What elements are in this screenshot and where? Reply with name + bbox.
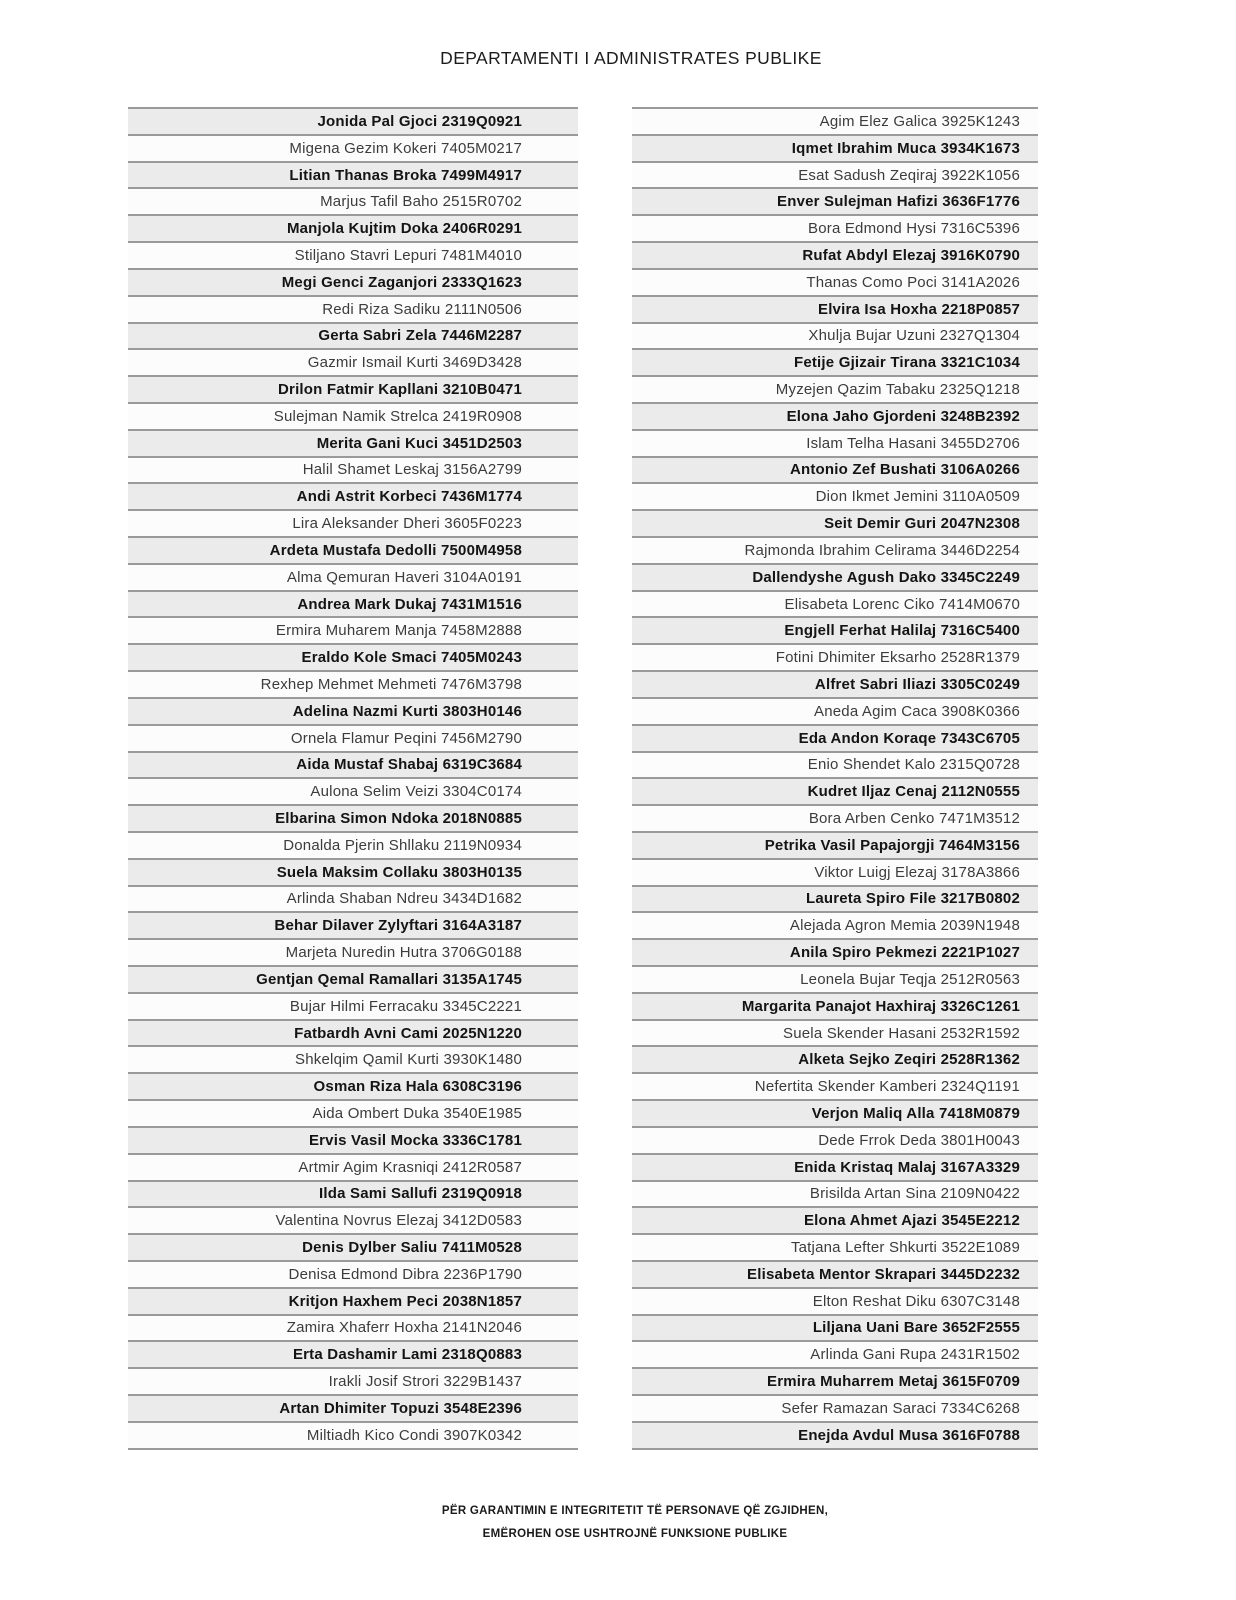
person-row: Halil Shamet Leskaj 3156A2799	[128, 456, 578, 483]
person-row: Bora Edmond Hysi 7316C5396	[632, 214, 1038, 241]
footer-note	[34, 1500, 1236, 1546]
person-row: Enver Sulejman Hafizi 3636F1776	[632, 187, 1038, 214]
name-list-left	[128, 107, 578, 1450]
person-row: Rexhep Mehmet Mehmeti 7476M3798	[128, 670, 578, 697]
person-row: Denisa Edmond Dibra 2236P1790	[128, 1260, 578, 1287]
person-row: Kudret Iljaz Cenaj 2112N0555	[632, 777, 1038, 804]
person-row: Rufat Abdyl Elezaj 3916K0790	[632, 241, 1038, 268]
person-row: Migena Gezim Kokeri 7405M0217	[128, 134, 578, 161]
person-row: Enida Kristaq Malaj 3167A3329	[632, 1153, 1038, 1180]
person-row: Leonela Bujar Teqja 2512R0563	[632, 965, 1038, 992]
person-row: Enio Shendet Kalo 2315Q0728	[632, 751, 1038, 778]
person-row: Andi Astrit Korbeci 7436M1774	[128, 482, 578, 509]
person-row: Verjon Maliq Alla 7418M0879	[632, 1099, 1038, 1126]
person-row: Petrika Vasil Papajorgji 7464M3156	[632, 831, 1038, 858]
person-row: Enejda Avdul Musa 3616F0788	[632, 1421, 1038, 1448]
person-row: Ermira Muharrem Metaj 3615F0709	[632, 1367, 1038, 1394]
person-row: Sefer Ramazan Saraci 7334C6268	[632, 1394, 1038, 1421]
person-row: Artmir Agim Krasniqi 2412R0587	[128, 1153, 578, 1180]
person-row: Andrea Mark Dukaj 7431M1516	[128, 590, 578, 617]
person-row: Gazmir Ismail Kurti 3469D3428	[128, 348, 578, 375]
person-row: Suela Skender Hasani 2532R1592	[632, 1019, 1038, 1046]
person-row: Bujar Hilmi Ferracaku 3345C2221	[128, 992, 578, 1019]
person-row: Viktor Luigj Elezaj 3178A3866	[632, 858, 1038, 885]
person-row: Fotini Dhimiter Eksarho 2528R1379	[632, 643, 1038, 670]
name-list-right	[632, 107, 1038, 1450]
person-row: Denis Dylber Saliu 7411M0528	[128, 1233, 578, 1260]
person-row: Shkelqim Qamil Kurti 3930K1480	[128, 1045, 578, 1072]
person-row: Islam Telha Hasani 3455D2706	[632, 429, 1038, 456]
person-row: Litian Thanas Broka 7499M4917	[128, 161, 578, 188]
person-row: Ardeta Mustafa Dedolli 7500M4958	[128, 536, 578, 563]
person-row: Suela Maksim Collaku 3803H0135	[128, 858, 578, 885]
person-row: Aida Mustaf Shabaj 6319C3684	[128, 751, 578, 778]
person-row: Iqmet Ibrahim Muca 3934K1673	[632, 134, 1038, 161]
person-row: Gerta Sabri Zela 7446M2287	[128, 322, 578, 349]
person-row: Redi Riza Sadiku 2111N0506	[128, 295, 578, 322]
person-row: Dion Ikmet Jemini 3110A0509	[632, 482, 1038, 509]
person-row: Esat Sadush Zeqiraj 3922K1056	[632, 161, 1038, 188]
person-row: Aneda Agim Caca 3908K0366	[632, 697, 1038, 724]
person-row: Erta Dashamir Lami 2318Q0883	[128, 1340, 578, 1367]
person-row: Thanas Como Poci 3141A2026	[632, 268, 1038, 295]
person-row: Dede Frrok Deda 3801H0043	[632, 1126, 1038, 1153]
person-row: Anila Spiro Pekmezi 2221P1027	[632, 938, 1038, 965]
person-row: Ornela Flamur Peqini 7456M2790	[128, 724, 578, 751]
person-row: Seit Demir Guri 2047N2308	[632, 509, 1038, 536]
person-row: Osman Riza Hala 6308C3196	[128, 1072, 578, 1099]
person-row: Brisilda Artan Sina 2109N0422	[632, 1180, 1038, 1207]
person-row: Alejada Agron Memia 2039N1948	[632, 911, 1038, 938]
person-row: Drilon Fatmir Kapllani 3210B0471	[128, 375, 578, 402]
person-row: Antonio Zef Bushati 3106A0266	[632, 456, 1038, 483]
person-row: Jonida Pal Gjoci 2319Q0921	[128, 107, 578, 134]
person-row: Marjeta Nuredin Hutra 3706G0188	[128, 938, 578, 965]
person-row: Artan Dhimiter Topuzi 3548E2396	[128, 1394, 578, 1421]
person-row: Stiljano Stavri Lepuri 7481M4010	[128, 241, 578, 268]
person-row: Xhulja Bujar Uzuni 2327Q1304	[632, 322, 1038, 349]
person-row: Engjell Ferhat Halilaj 7316C5400	[632, 616, 1038, 643]
person-row: Marjus Tafil Baho 2515R0702	[128, 187, 578, 214]
person-row: Ermira Muharem Manja 7458M2888	[128, 616, 578, 643]
person-row: Alfret Sabri Iliazi 3305C0249	[632, 670, 1038, 697]
person-row: Valentina Novrus Elezaj 3412D0583	[128, 1206, 578, 1233]
person-row: Arlinda Shaban Ndreu 3434D1682	[128, 885, 578, 912]
person-row: Elisabeta Lorenc Ciko 7414M0670	[632, 590, 1038, 617]
person-row: Tatjana Lefter Shkurti 3522E1089	[632, 1233, 1038, 1260]
person-row: Eda Andon Koraqe 7343C6705	[632, 724, 1038, 751]
footer-line-1: PËR GARANTIMIN E INTEGRITETIT TË PERSONAVE QË ZGJIDHEN,	[441, 1505, 829, 1517]
person-row: Adelina Nazmi Kurti 3803H0146	[128, 697, 578, 724]
person-row: Bora Arben Cenko 7471M3512	[632, 804, 1038, 831]
person-row: Elvira Isa Hoxha 2218P0857	[632, 295, 1038, 322]
person-row: Agim Elez Galica 3925K1243	[632, 107, 1038, 134]
person-row: Elisabeta Mentor Skrapari 3445D2232	[632, 1260, 1038, 1287]
person-row: Alma Qemuran Haveri 3104A0191	[128, 563, 578, 590]
person-row: Lira Aleksander Dheri 3605F0223	[128, 509, 578, 536]
person-row: Elona Jaho Gjordeni 3248B2392	[632, 402, 1038, 429]
person-row: Manjola Kujtim Doka 2406R0291	[128, 214, 578, 241]
person-row: Elona Ahmet Ajazi 3545E2212	[632, 1206, 1038, 1233]
person-row: Alketa Sejko Zeqiri 2528R1362	[632, 1045, 1038, 1072]
person-row: Fatbardh Avni Cami 2025N1220	[128, 1019, 578, 1046]
person-row: Ervis Vasil Mocka 3336C1781	[128, 1126, 578, 1153]
person-row: Miltiadh Kico Condi 3907K0342	[128, 1421, 578, 1448]
person-row: Donalda Pjerin Shllaku 2119N0934	[128, 831, 578, 858]
person-row: Nefertita Skender Kamberi 2324Q1191	[632, 1072, 1038, 1099]
person-row: Arlinda Gani Rupa 2431R1502	[632, 1340, 1038, 1367]
person-row: Sulejman Namik Strelca 2419R0908	[128, 402, 578, 429]
person-row: Margarita Panajot Haxhiraj 3326C1261	[632, 992, 1038, 1019]
footer-line-2: EMËROHEN OSE USHTROJNË FUNKSIONE PUBLIKE	[482, 1528, 788, 1540]
person-row: Elton Reshat Diku 6307C3148	[632, 1287, 1038, 1314]
person-row: Myzejen Qazim Tabaku 2325Q1218	[632, 375, 1038, 402]
person-row: Aida Ombert Duka 3540E1985	[128, 1099, 578, 1126]
person-row: Gentjan Qemal Ramallari 3135A1745	[128, 965, 578, 992]
person-row: Laureta Spiro File 3217B0802	[632, 885, 1038, 912]
person-row: Liljana Uani Bare 3652F2555	[632, 1314, 1038, 1341]
page-title: DEPARTAMENTI I ADMINISTRATES PUBLIKE	[440, 48, 822, 68]
person-row: Fetije Gjizair Tirana 3321C1034	[632, 348, 1038, 375]
person-row: Ilda Sami Sallufi 2319Q0918	[128, 1180, 578, 1207]
person-row: Zamira Xhaferr Hoxha 2141N2046	[128, 1314, 578, 1341]
person-row: Merita Gani Kuci 3451D2503	[128, 429, 578, 456]
person-row: Dallendyshe Agush Dako 3345C2249	[632, 563, 1038, 590]
person-row: Eraldo Kole Smaci 7405M0243	[128, 643, 578, 670]
person-row: Irakli Josif Strori 3229B1437	[128, 1367, 578, 1394]
person-row: Aulona Selim Veizi 3304C0174	[128, 777, 578, 804]
person-row: Rajmonda Ibrahim Celirama 3446D2254	[632, 536, 1038, 563]
person-row: Megi Genci Zaganjori 2333Q1623	[128, 268, 578, 295]
person-row: Elbarina Simon Ndoka 2018N0885	[128, 804, 578, 831]
person-row: Behar Dilaver Zylyftari 3164A3187	[128, 911, 578, 938]
person-row: Kritjon Haxhem Peci 2038N1857	[128, 1287, 578, 1314]
